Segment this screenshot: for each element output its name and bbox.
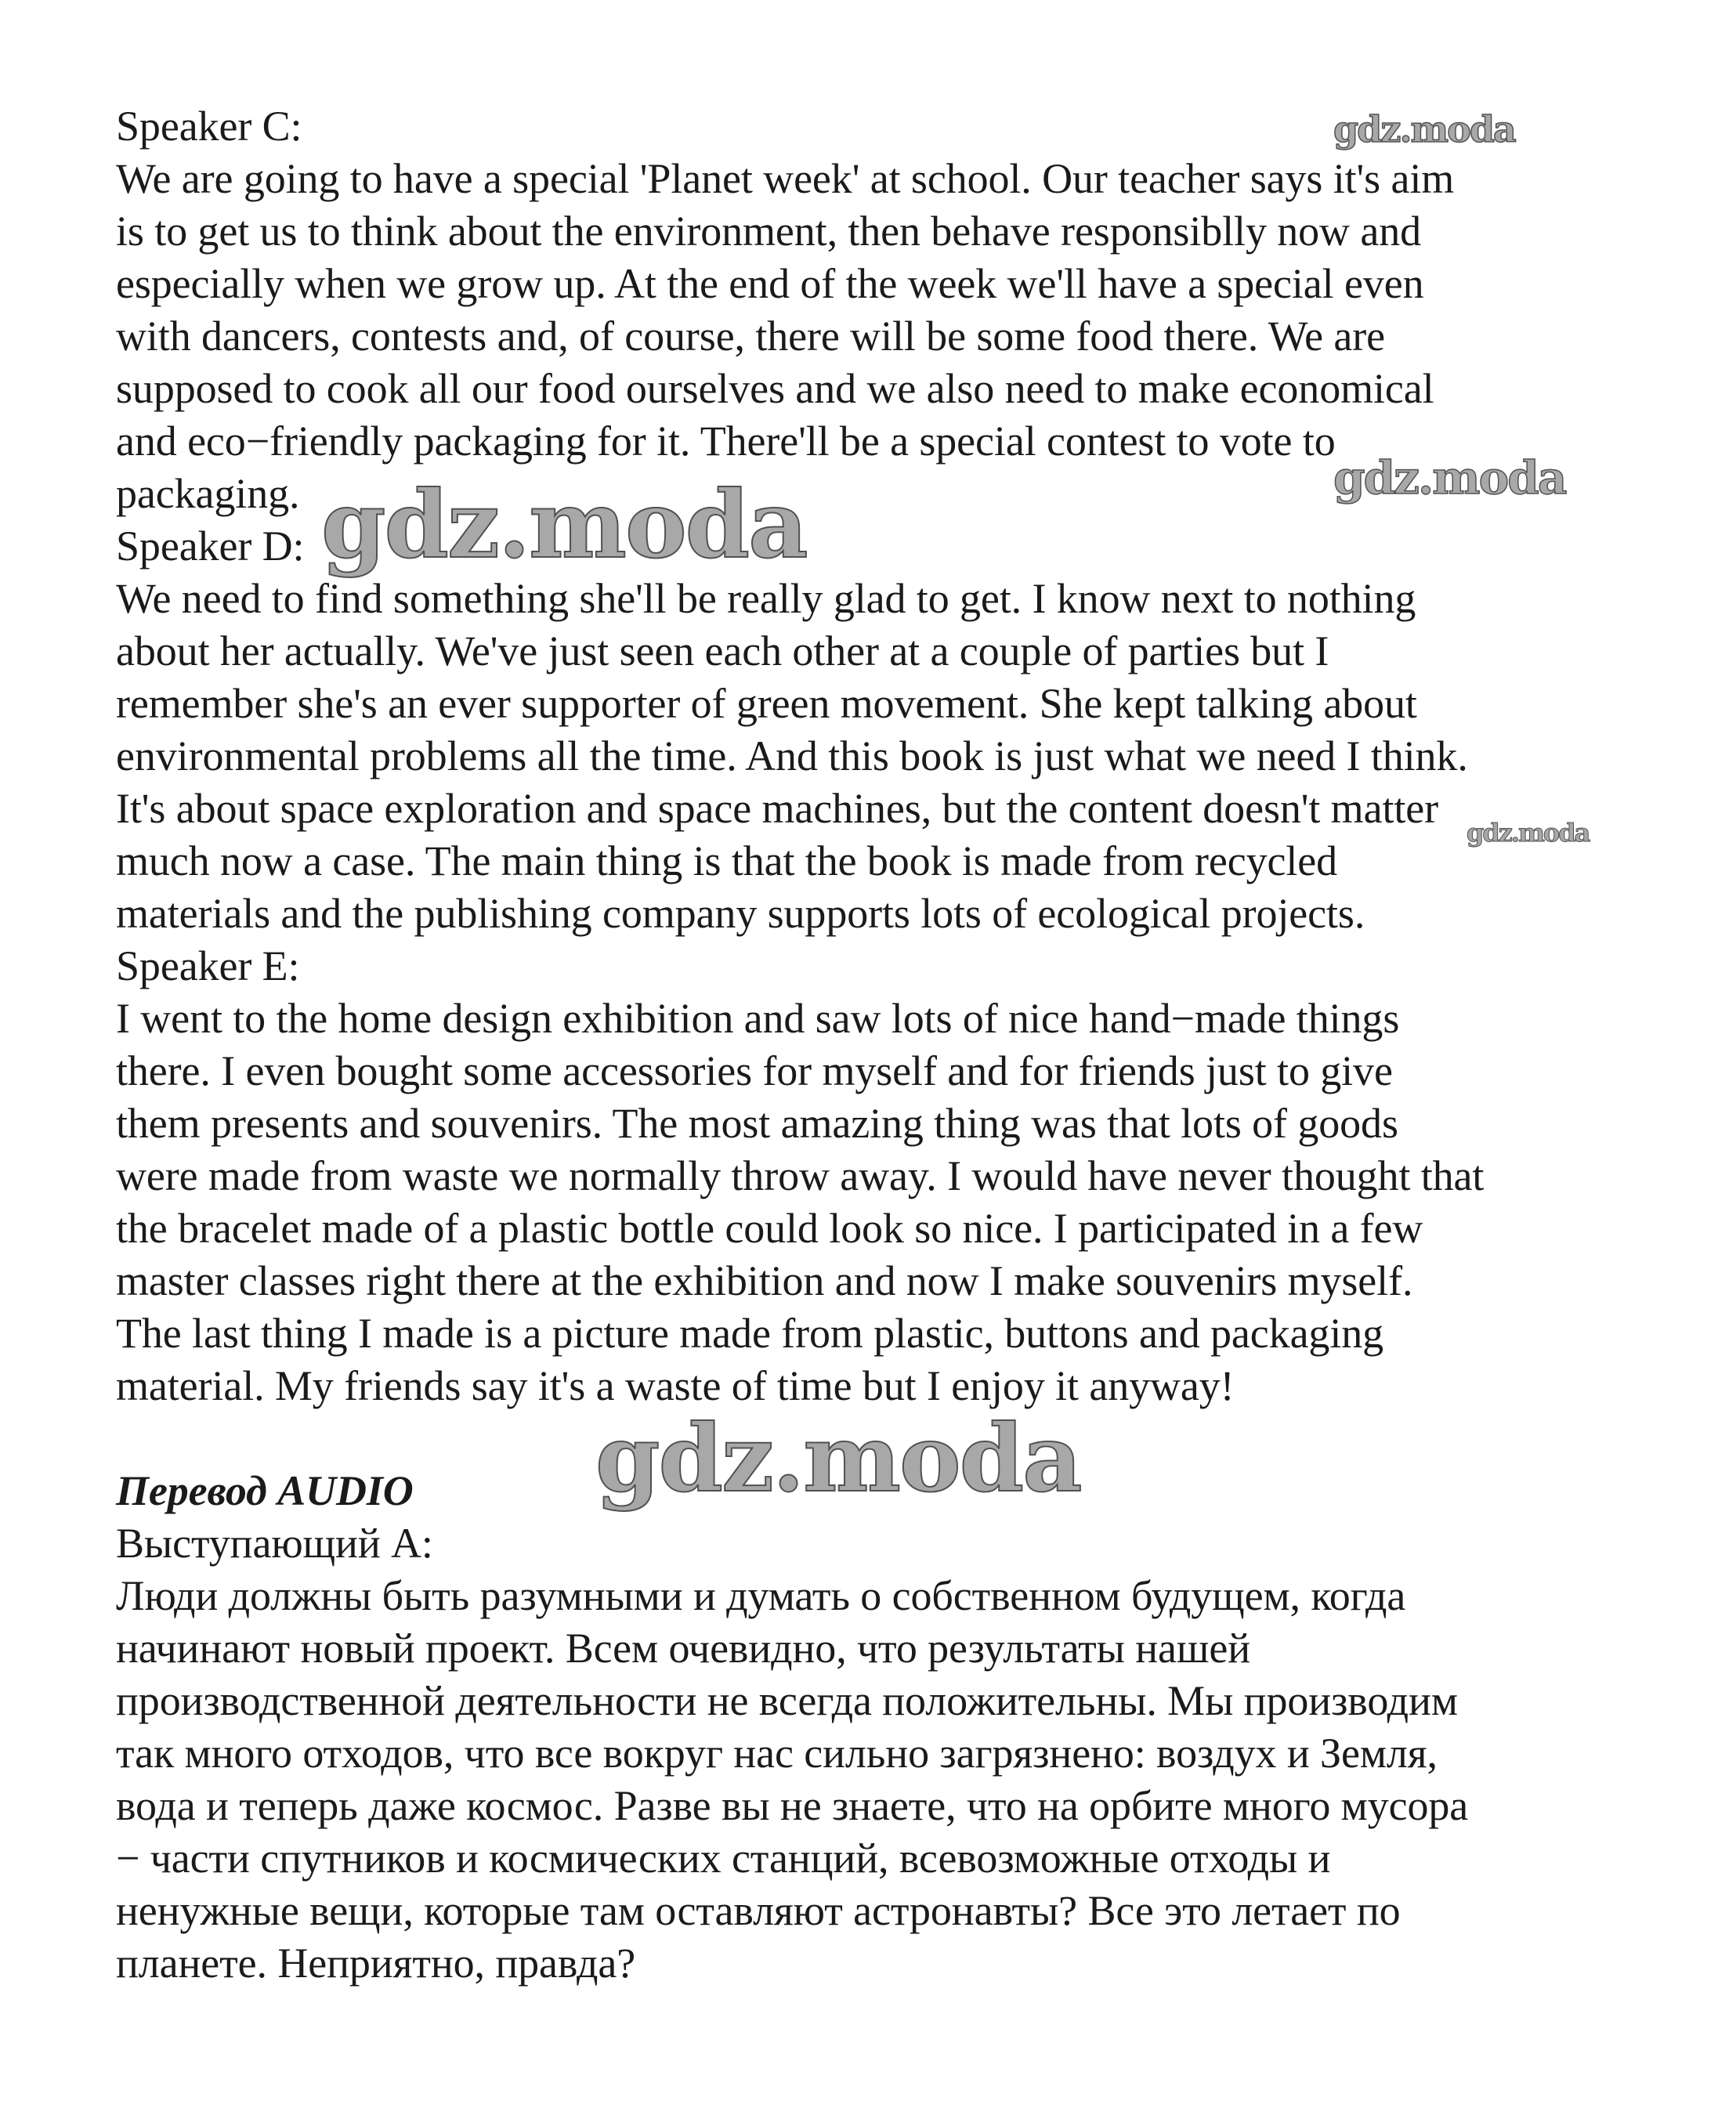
speaker-e-label: Speaker E: bbox=[116, 942, 300, 989]
translation-line: производственной деятельности не всегда положительны. Мы производим bbox=[116, 1677, 1458, 1724]
watermark-logo: gdz.moda bbox=[595, 1404, 1081, 1513]
translation-line: так много отходов, что все вокруг нас сильно загрязнено: воздух и Земля, bbox=[116, 1730, 1438, 1777]
text-line: packaging. bbox=[116, 470, 300, 517]
document-text bbox=[116, 100, 1691, 1990]
translation-line: Люди должны быть разумными и думать о собственном будущем, когда bbox=[116, 1572, 1406, 1619]
text-line: master classes right there at the exhibition and now I make souvenirs myself. bbox=[116, 1257, 1413, 1304]
text-line: with dancers, contests and, of course, there will be some food there. We are bbox=[116, 313, 1385, 360]
translation-line: вода и теперь даже космос. Разве вы не знаете, что на орбите много мусора bbox=[116, 1782, 1469, 1829]
translation-heading: Перевод AUDIO bbox=[116, 1467, 414, 1514]
translation-line: − части спутников и космических станций, всевозможные отходы и bbox=[116, 1835, 1331, 1882]
watermark-logo: gdz.moda bbox=[1467, 818, 1590, 848]
translation-line: начинают новый проект. Всем очевидно, что результаты нашей bbox=[116, 1625, 1251, 1672]
speaker-d-label: Speaker D: bbox=[116, 522, 305, 569]
translation-line: ненужные вещи, которые там оставляют астронавты? Все это летает по bbox=[116, 1887, 1401, 1934]
watermark-logo: gdz.moda bbox=[321, 470, 807, 579]
text-line: We are going to have a special 'Planet week' at school. Our teacher says it's aim bbox=[116, 155, 1455, 202]
text-line: The last thing I made is a picture made from plastic, buttons and packaging bbox=[116, 1310, 1384, 1357]
watermark-logo: gdz.moda bbox=[1333, 451, 1566, 504]
text-line: the bracelet made of a plastic bottle could look so nice. I participated in a few bbox=[116, 1205, 1423, 1252]
text-line: about her actually. We've just seen each other at a couple of parties but I bbox=[116, 627, 1329, 674]
text-line: them presents and souvenirs. The most amazing thing was that lots of goods bbox=[116, 1100, 1398, 1147]
speaker-c-label: Speaker C: bbox=[116, 103, 302, 150]
text-line: materials and the publishing company supports lots of ecological projects. bbox=[116, 890, 1365, 937]
text-line: and eco−friendly packaging for it. There'll be a special contest to vote to bbox=[116, 418, 1336, 465]
text-line: We need to find something she'll be really glad to get. I know next to nothing bbox=[116, 575, 1416, 622]
text-line: is to get us to think about the environment, then behave responsiblly now and bbox=[116, 208, 1422, 255]
text-line: much now a case. The main thing is that the book is made from recycled bbox=[116, 837, 1338, 884]
text-line: there. I even bought some accessories for myself and for friends just to give bbox=[116, 1047, 1393, 1094]
text-line: It's about space exploration and space machines, but the content doesn't matter bbox=[116, 785, 1439, 832]
text-line: I went to the home design exhibition and saw lots of nice hand−made things bbox=[116, 995, 1400, 1042]
watermark-logo: gdz.moda bbox=[1333, 108, 1515, 150]
text-line: were made from waste we normally throw away. I would have never thought that bbox=[116, 1152, 1485, 1199]
text-line: supposed to cook all our food ourselves and we also need to make economical bbox=[116, 365, 1434, 412]
paragraph-gap bbox=[116, 1412, 1691, 1465]
translation-speaker-a-label: Выступающий А: bbox=[116, 1520, 433, 1567]
text-line: remember she's an ever supporter of green movement. She kept talking about bbox=[116, 680, 1417, 727]
text-line: especially when we grow up. At the end of the week we'll have a special even bbox=[116, 260, 1424, 307]
text-line: material. My friends say it's a waste of time but I enjoy it anyway! bbox=[116, 1362, 1235, 1409]
translation-line: планете. Неприятно, правда? bbox=[116, 1940, 636, 1987]
text-line: environmental problems all the time. And this book is just what we need I think. bbox=[116, 732, 1468, 779]
